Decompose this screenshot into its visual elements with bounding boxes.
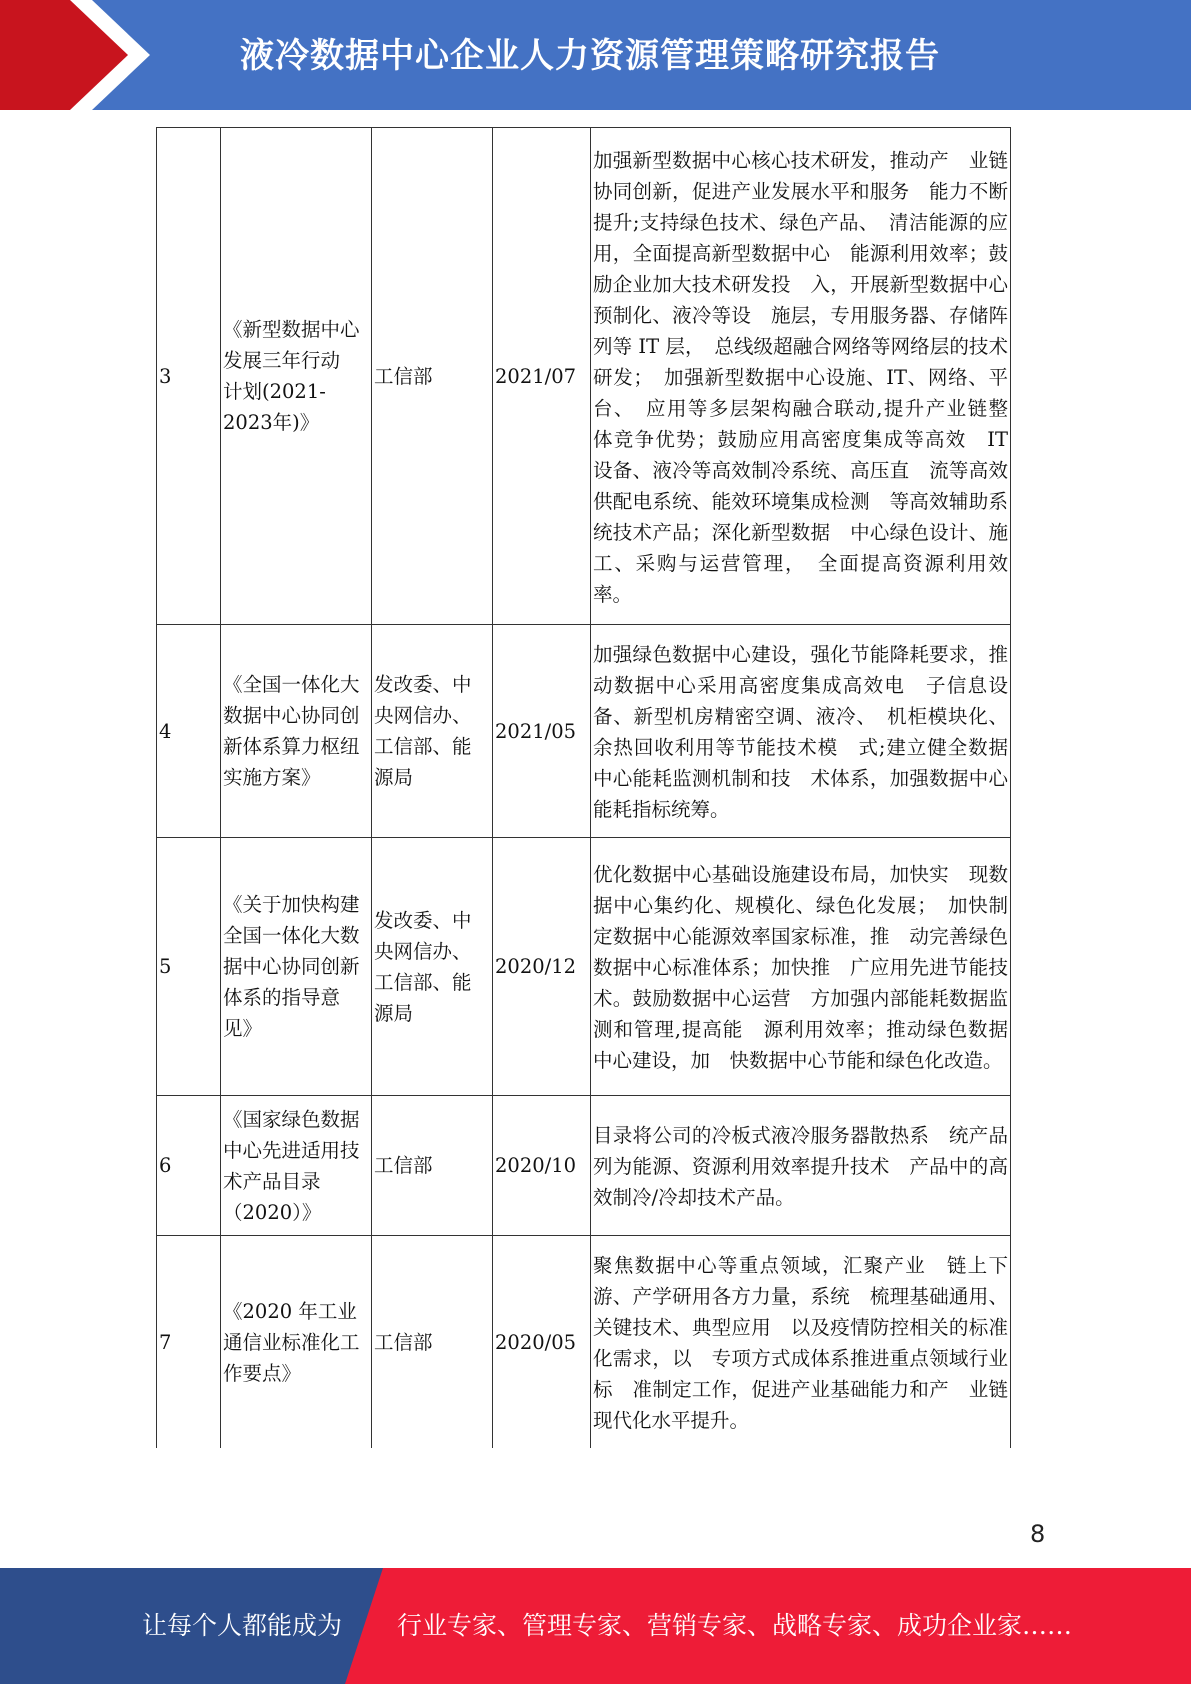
row-number: 7 bbox=[157, 1236, 221, 1449]
issue-date: 2020/12 bbox=[493, 838, 591, 1096]
policy-name: 《全国一体化大数据中心协同创新体系算力枢纽实施方案》 bbox=[221, 625, 372, 838]
table-row bbox=[157, 1096, 1011, 1236]
policy-name: 《关于加快构建全国一体化大数据中心协同创新体系的指导意见》 bbox=[221, 838, 372, 1096]
footer-banner bbox=[0, 1568, 1191, 1684]
footer-slogan-left: 让每个人都能成为 bbox=[142, 1611, 343, 1640]
row-number: 3 bbox=[157, 128, 221, 625]
issue-date: 2021/05 bbox=[493, 625, 591, 838]
policy-description: 加强新型数据中心核心技术研发，推动产 业链协同创新，促进产业发展水平和服务 能力不断提升;支持绿色技术、绿色产品、 清洁能源的应用，全面提高新型数据中心 能源利用效率；鼓励企业加大技术研发投 入，开展新型数据中心预制化、液冷等设 施层，专用服务器、存储阵列等 IT 层， 总线级超融合网络等网络层的技术研发； 加强新型数据中心设施、IT、网络、平台、 应用等多层架构融合联动,提升产业链整 体竞争优势；鼓励应用高密度集成等高效 IT 设备、液冷等高效制冷系统、高压直 流等高效供配电系统、能效环境集成检测 等高效辅助系统技术产品；深化新型数据 中心绿色设计、施工、采购与运营管理， 全面提高资源利用效率。 bbox=[591, 128, 1011, 625]
table-row bbox=[157, 1236, 1011, 1449]
policy-name: 《国家绿色数据中心先进适用技术产品目录（2020）》 bbox=[221, 1096, 372, 1236]
issuing-department: 发改委、中央网信办、工信部、能源局 bbox=[372, 838, 493, 1096]
row-number: 4 bbox=[157, 625, 221, 838]
issue-date: 2020/05 bbox=[493, 1236, 591, 1449]
table-row bbox=[157, 838, 1011, 1096]
policy-table bbox=[156, 127, 1028, 1448]
row-number: 6 bbox=[157, 1096, 221, 1236]
table-row bbox=[157, 625, 1011, 838]
issuing-department: 工信部 bbox=[372, 1096, 493, 1236]
issuing-department: 工信部 bbox=[372, 128, 493, 625]
policy-name: 《2020 年工业通信业标准化工作要点》 bbox=[221, 1236, 372, 1449]
policy-description: 目录将公司的冷板式液冷服务器散热系 统产品列为能源、资源利用效率提升技术 产品中的高效制冷/冷却技术产品。 bbox=[591, 1096, 1011, 1236]
policy-description: 加强绿色数据中心建设，强化节能降耗要求，推动数据中心采用高密度集成高效电 子信息设备、新型机房精密空调、液冷、 机柜模块化、余热回收利用等节能技术模 式;建立健全数据中心能耗监测机制和技 术体系，加强数据中心能耗指标统筹。 bbox=[591, 625, 1011, 838]
policy-name: 《新型数据中心发展三年行动 计划(2021-2023年)》 bbox=[221, 128, 372, 625]
document-title: 液冷数据中心企业人力资源管理策略研究报告 bbox=[240, 36, 940, 76]
footer-slogan-right: 行业专家、管理专家、营销专家、战略专家、成功企业家…… bbox=[397, 1611, 1073, 1640]
table-row bbox=[157, 128, 1011, 625]
issuing-department: 工信部 bbox=[372, 1236, 493, 1449]
row-number: 5 bbox=[157, 838, 221, 1096]
issue-date: 2021/07 bbox=[493, 128, 591, 625]
policy-description: 优化数据中心基础设施建设布局，加快实 现数据中心集约化、规模化、绿色化发展； 加快制定数据中心能源效率国家标准，推 动完善绿色数据中心标准体系；加快推 广应用先进节能技术。鼓励数据中心运营 方加强内部能耗数据监测和管理,提高能 源利用效率；推动绿色数据中心建设，加 快数据中心节能和绿色化改造。 bbox=[591, 838, 1011, 1096]
header-banner bbox=[0, 0, 1191, 110]
page-number: 8 bbox=[1030, 1520, 1046, 1548]
issuing-department: 发改委、中央网信办、工信部、能源局 bbox=[372, 625, 493, 838]
policy-description: 聚焦数据中心等重点领域，汇聚产业 链上下游、产学研用各方力量，系统 梳理基础通用、关键技术、典型应用 以及疫情防控相关的标准化需求，以 专项方式成体系推进重点领域行业标 准制定工作，促进产业基础能力和产 业链现代化水平提升。 bbox=[591, 1236, 1011, 1449]
issue-date: 2020/10 bbox=[493, 1096, 591, 1236]
